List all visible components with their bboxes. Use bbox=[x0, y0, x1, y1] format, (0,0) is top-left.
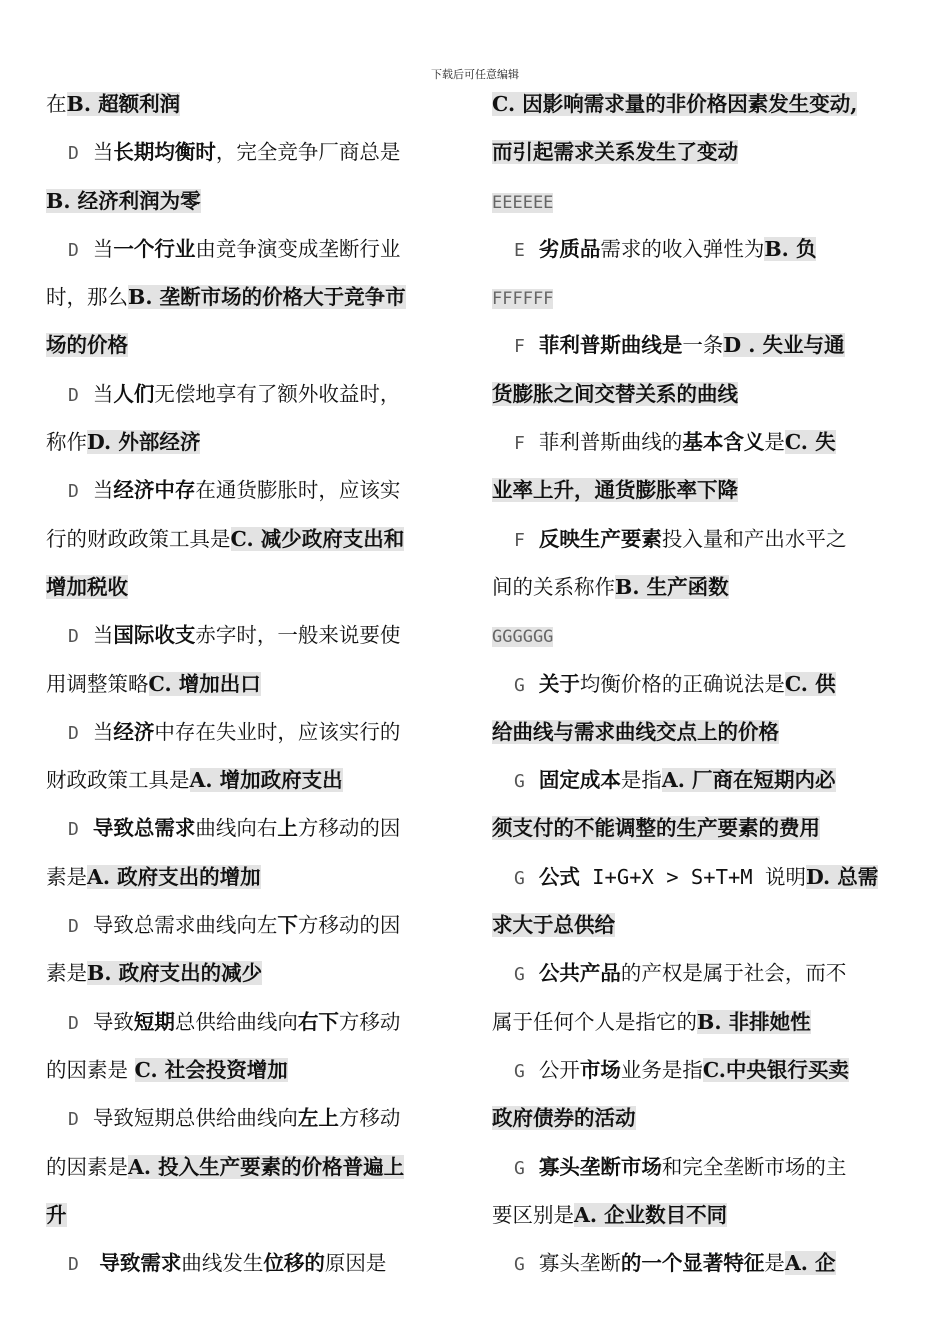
answer-text: C. 社会投资增加 bbox=[134, 1057, 288, 1082]
answer-text: C.中央银行买卖 bbox=[702, 1057, 849, 1082]
question-text: 要区别是 bbox=[492, 1202, 574, 1227]
question-text: 需求的收入弹性为 bbox=[600, 236, 765, 261]
text-line bbox=[46, 951, 460, 999]
text-line bbox=[46, 517, 460, 565]
answer-text: B. 垄断市场的价格大于竞争市 bbox=[128, 285, 406, 310]
question-text: 当 bbox=[92, 719, 114, 744]
entry-letter: G bbox=[514, 867, 525, 889]
answer-text: B. 生产函数 bbox=[615, 574, 729, 599]
question-text: 导致 bbox=[92, 1009, 134, 1034]
question-text: 公共产品 bbox=[538, 961, 621, 986]
entry-letter: D bbox=[68, 916, 79, 938]
text-line bbox=[492, 1048, 908, 1096]
question-text: 反映生产要素 bbox=[538, 526, 662, 551]
question-text: 方移动 bbox=[338, 1009, 401, 1034]
entry-letter: D bbox=[68, 384, 79, 406]
text-line bbox=[46, 1145, 460, 1193]
question-text: 导致短期总供给曲线向 bbox=[92, 1106, 298, 1131]
question-text: 关于 bbox=[538, 671, 580, 696]
text-line bbox=[46, 420, 460, 468]
question-text: 方移动的因 bbox=[297, 913, 401, 938]
question-text: 的产权是属于社会，而不 bbox=[620, 961, 847, 986]
entry-letter: G bbox=[514, 964, 525, 986]
text-line bbox=[492, 951, 908, 999]
question-text: 一条 bbox=[682, 333, 724, 358]
question-text: 经济中存 bbox=[113, 478, 196, 503]
answer-text: A. 企 bbox=[784, 1251, 836, 1276]
entry-letter: D bbox=[68, 1012, 79, 1034]
question-text: 业务是指 bbox=[620, 1057, 703, 1082]
question-text: 财政政策工具是 bbox=[46, 768, 190, 793]
text-line bbox=[46, 130, 460, 178]
answer-text: B. 政府支出的减少 bbox=[87, 961, 263, 986]
text-line bbox=[46, 1241, 460, 1289]
entry-letter: D bbox=[68, 239, 79, 261]
question-text: 称作 bbox=[46, 430, 87, 455]
answer-text: 政府债券的活动 bbox=[492, 1106, 636, 1131]
entry-letter: G bbox=[514, 1060, 525, 1082]
text-line bbox=[492, 130, 908, 178]
text-line bbox=[492, 1096, 908, 1144]
answer-text: B. 超额利润 bbox=[66, 92, 181, 116]
answer-text: 求大于总供给 bbox=[492, 913, 615, 938]
answer-text: C. 供 bbox=[784, 671, 836, 696]
question-text: 导致总需求 bbox=[92, 816, 196, 841]
question-text: 是 bbox=[764, 430, 785, 455]
question-text: 在通货膨胀时，应该实 bbox=[195, 478, 401, 503]
text-line bbox=[492, 1145, 908, 1193]
question-text: 右下 bbox=[297, 1009, 339, 1034]
entry-letter: D bbox=[68, 481, 79, 503]
answer-text: 给曲线与需求曲线交点上的价格 bbox=[492, 719, 779, 744]
question-text: 公式 bbox=[538, 864, 580, 889]
question-text: 国际收支 bbox=[113, 623, 196, 648]
question-text: 属于任何个人是指它的 bbox=[492, 1009, 697, 1034]
answer-text: 而引起需求关系发生了变动 bbox=[492, 140, 738, 165]
question-text: 当 bbox=[92, 140, 114, 165]
text-line bbox=[492, 517, 908, 565]
question-text: 在 bbox=[46, 92, 67, 116]
text-line bbox=[46, 903, 460, 951]
text-line bbox=[492, 903, 908, 951]
question-text: 是 bbox=[764, 1251, 785, 1276]
question-text: 说明 bbox=[764, 864, 806, 889]
text-line bbox=[46, 468, 460, 516]
question-text: 行的财政政策工具是 bbox=[46, 526, 231, 551]
text-line bbox=[492, 855, 908, 903]
entry-letter: F bbox=[514, 433, 525, 455]
question-text: 短期 bbox=[133, 1009, 175, 1034]
entry-letter: D bbox=[68, 626, 79, 648]
text-line bbox=[492, 82, 908, 130]
answer-text: A. 投入生产要素的价格普遍上 bbox=[128, 1154, 405, 1179]
question-text: 方移动的因 bbox=[297, 816, 401, 841]
section-marker: FFFFFF bbox=[492, 289, 554, 310]
text-line bbox=[46, 565, 460, 613]
question-text: 曲线向右 bbox=[195, 816, 278, 841]
question-text: 固定成本 bbox=[538, 768, 621, 793]
text-line bbox=[46, 275, 460, 323]
entry-letter: G bbox=[514, 674, 525, 696]
left-column bbox=[46, 82, 460, 1289]
question-text: 当 bbox=[92, 623, 114, 648]
answer-text: A. 政府支出的增加 bbox=[87, 864, 261, 889]
answer-text: 货膨胀之间交替关系的曲线 bbox=[492, 381, 738, 406]
question-text: 均衡价格的正确说法是 bbox=[579, 671, 785, 696]
text-line bbox=[46, 1193, 460, 1241]
entry-letter: D bbox=[68, 1254, 79, 1276]
question-text: I+G+X > S+T+M bbox=[579, 864, 765, 889]
question-text: 间的关系称作 bbox=[492, 574, 615, 599]
question-text: ，完全竞争厂商总是 bbox=[215, 140, 401, 165]
text-line bbox=[46, 227, 460, 275]
question-text: 基本含义 bbox=[682, 430, 765, 455]
question-text: 由竞争演变成垄断行业 bbox=[195, 236, 401, 261]
entry-letter: G bbox=[514, 1157, 525, 1179]
question-text: 下 bbox=[277, 913, 298, 938]
question-text: 寡头垄断市场 bbox=[538, 1154, 662, 1179]
question-text: 公开 bbox=[538, 1057, 580, 1082]
answer-text: 业率上升，通货膨胀率下降 bbox=[492, 478, 738, 503]
question-text: 导致需求 bbox=[99, 1251, 182, 1276]
entry-letter: D bbox=[68, 722, 79, 744]
question-text: 曲线发生 bbox=[181, 1251, 264, 1276]
entry-letter: E bbox=[514, 239, 525, 261]
question-text: 赤字时，一般来说要使 bbox=[195, 623, 401, 648]
question-text: 投入量和产出水平之 bbox=[661, 526, 847, 551]
text-line bbox=[492, 179, 908, 227]
text-line bbox=[46, 662, 460, 710]
answer-text: C. 因影响需求量的非价格因素发生变动, bbox=[492, 92, 858, 116]
text-line bbox=[46, 710, 460, 758]
text-line bbox=[46, 758, 460, 806]
entry-letter: F bbox=[514, 336, 525, 358]
answer-text: 升 bbox=[46, 1202, 67, 1227]
right-column bbox=[492, 82, 908, 1289]
question-text: 无偿地享有了额外收益时， bbox=[154, 381, 401, 406]
text-line bbox=[492, 1241, 908, 1289]
text-line bbox=[46, 82, 460, 130]
answer-text: D . 失业与通 bbox=[723, 333, 845, 358]
text-line bbox=[46, 179, 460, 227]
question-text: 用调整策略 bbox=[46, 671, 149, 696]
question-text: 的一个显著特征 bbox=[620, 1251, 765, 1276]
text-line bbox=[46, 855, 460, 903]
text-line bbox=[492, 710, 908, 758]
question-text: 的因素是 bbox=[46, 1154, 128, 1179]
question-text: 原因是 bbox=[324, 1251, 387, 1276]
answer-text: C. 减少政府支出和 bbox=[230, 526, 405, 551]
question-text: 方移动 bbox=[338, 1106, 401, 1131]
question-text: 和完全垄断市场的主 bbox=[661, 1154, 847, 1179]
text-line bbox=[492, 323, 908, 371]
answer-text: A. 增加政府支出 bbox=[189, 768, 343, 793]
question-text: 菲利普斯曲线是 bbox=[538, 333, 683, 358]
question-text: 位移的 bbox=[263, 1251, 325, 1276]
question-text: 经济 bbox=[113, 719, 155, 744]
section-marker: EEEEEE bbox=[492, 192, 554, 213]
text-line bbox=[492, 468, 908, 516]
text-line bbox=[46, 372, 460, 420]
answer-text: B. 经济利润为零 bbox=[46, 188, 201, 213]
text-line bbox=[492, 806, 908, 854]
question-text: 上 bbox=[277, 816, 298, 841]
question-text: 素是 bbox=[46, 864, 87, 889]
question-text: 一个行业 bbox=[113, 236, 196, 261]
question-text: 菲利普斯曲线的 bbox=[538, 430, 683, 455]
text-line bbox=[46, 1000, 460, 1048]
text-line bbox=[46, 613, 460, 661]
section-marker: GGGGGG bbox=[492, 627, 554, 648]
text-line bbox=[492, 372, 908, 420]
text-line bbox=[46, 1096, 460, 1144]
answer-text: 场的价格 bbox=[46, 333, 128, 358]
question-text: 是指 bbox=[620, 768, 662, 793]
entry-letter: G bbox=[514, 1254, 525, 1276]
text-line bbox=[492, 275, 908, 323]
entry-letter: D bbox=[68, 1109, 79, 1131]
text-line bbox=[492, 1000, 908, 1048]
text-line bbox=[46, 806, 460, 854]
answer-text: D. 总需 bbox=[805, 864, 879, 889]
question-text: 总供给曲线向 bbox=[174, 1009, 298, 1034]
question-text: 寡头垄断 bbox=[538, 1251, 621, 1276]
question-text: 长期均衡时 bbox=[113, 140, 216, 165]
answer-text: B. 负 bbox=[764, 236, 817, 261]
answer-text: C. 失 bbox=[784, 430, 836, 455]
page-header: 下载后可任意编辑 bbox=[431, 68, 519, 81]
answer-text: 增加税收 bbox=[46, 574, 128, 599]
question-text: 人们 bbox=[113, 381, 155, 406]
text-line bbox=[492, 613, 908, 661]
answer-text: D. 外部经济 bbox=[87, 430, 201, 455]
question-text: 当 bbox=[92, 478, 114, 503]
question-text: 左上 bbox=[297, 1106, 339, 1131]
answer-text: 须支付的不能调整的生产要素的费用 bbox=[492, 816, 820, 841]
answer-text: A. 企业数目不同 bbox=[574, 1202, 728, 1227]
text-line bbox=[46, 1048, 460, 1096]
answer-text: A. 厂商在短期内必 bbox=[661, 768, 836, 793]
question-text: 导致总需求曲线向左 bbox=[92, 913, 278, 938]
text-line bbox=[492, 565, 908, 613]
question-text: 时，那么 bbox=[46, 285, 128, 310]
text-line bbox=[492, 1193, 908, 1241]
question-text: 素是 bbox=[46, 961, 87, 986]
question-text: 市场 bbox=[579, 1057, 621, 1082]
entry-letter: D bbox=[68, 819, 79, 841]
answer-text: C. 增加出口 bbox=[148, 671, 261, 696]
question-text: 当 bbox=[92, 381, 114, 406]
text-line bbox=[46, 323, 460, 371]
entry-letter: F bbox=[514, 529, 525, 551]
text-line bbox=[492, 662, 908, 710]
question-text: 中存在失业时，应该实行的 bbox=[154, 719, 401, 744]
text-line bbox=[492, 420, 908, 468]
entry-letter: D bbox=[68, 143, 79, 165]
text-line bbox=[492, 227, 908, 275]
entry-letter: G bbox=[514, 771, 525, 793]
answer-text: B. 非排她性 bbox=[697, 1009, 811, 1034]
question-text: 当 bbox=[92, 236, 114, 261]
question-text: 的因素是 bbox=[46, 1057, 135, 1082]
question-text: 劣质品 bbox=[538, 236, 601, 261]
text-line bbox=[492, 758, 908, 806]
